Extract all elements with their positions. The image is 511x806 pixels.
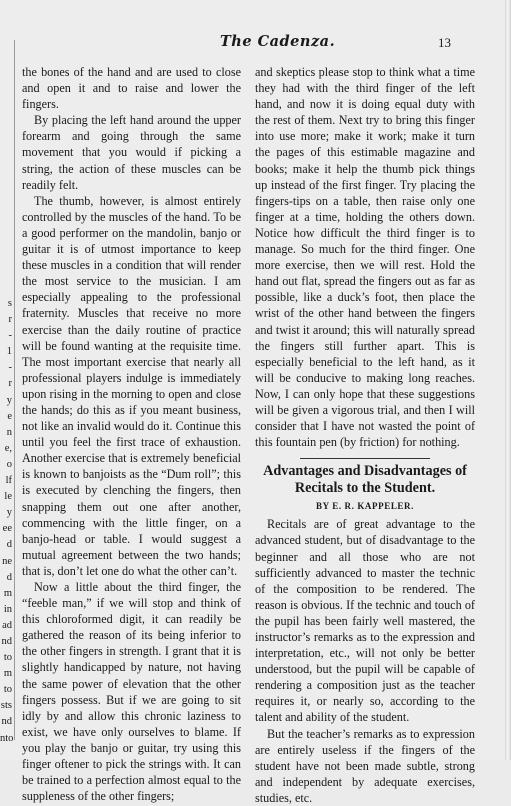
gutter-fragment: s <box>7 298 12 309</box>
gutter-fragment: ee <box>2 523 12 535</box>
article-title: Advantages and Disadvantages of Recitals to the Student. <box>263 463 467 496</box>
gutter-fragment: sts <box>0 700 12 712</box>
paragraph: But the teacher’s remarks as to expression are entirely useless if the fingers of the student have not been made subtle, strong and independent by adequate exercises, studies, etc. <box>255 726 475 805</box>
gutter-fragment: d <box>6 539 12 551</box>
gutter-fragment: nd <box>1 716 12 728</box>
byline: BY E. R. KAPPELER. <box>316 501 414 512</box>
paragraph: and skeptics please stop to think what a time they had with the third finger of the left hand, and now it is doing equal duty with the rest of them. Next try to bring this finger into use more; make it work; make it turn the pages of this estimable magazine and books; make it help the thumb pick things up instead of the first finger. Try placing the fingers-tips on a table, then raise only one finger at a time, holding the others down. Notice how difficult the third finger is to manage. So much for the third finger. One more exercise, then we will rest. Hold the hand out flat, spread the fingers out as far as possible, like a duck’s foot, then place the wrist of the other hand between the fingers and twist it around; this will naturally spread the fingers still further apart. This is especially beneficial to the left hand, as it will be conducive to making long reaches. Now, I can only hope that these suggestions will be given a vigorous trial, and then I will consider that I have not wasted the point of this fountain pen (by friction) for nothing. <box>255 65 475 450</box>
adjacent-page-fragments <box>0 296 14 744</box>
gutter-fragment: 1 <box>6 346 12 358</box>
gutter-fragment: le <box>4 491 12 503</box>
gutter-fragment: n <box>6 426 12 438</box>
paragraph: The thumb, however, is almost entirely controlled by the muscles of the hand. To be a good performer on the mandolin, banjo or guitar it is of utmost importance to keep these muscles in a condition that will render the most service to the musician. I am especially appealing to the professional fraternity. Muscles that receive no more exercise than the daily routine of practice will be found wanting at the requisite time. The most important exercise that nearly all professional players indulge is immediately upon rising in the morning to open and close the hands; do this as if you meant business, not like an invalid would do it. Continue this until you feel the first trace of exhaustion. Another exercise that is extremely beneficial is known to banjoists as the “Dum roll”; this is executed by clenching the fingers, then snapping them out one after another, commencing with the little finger, on a banjo-head or table. I would suggest a mutual agreement between the two hands; that is, don’t let one do what the other can’t. <box>22 193 241 578</box>
gutter-fragment: in <box>3 603 12 615</box>
left-column <box>22 64 241 804</box>
gutter-fragment: y <box>6 507 12 519</box>
gutter-fragment: r <box>8 378 12 390</box>
section-divider <box>300 458 430 459</box>
page-number: 13 <box>438 35 451 50</box>
paragraph: the bones of the hand and are used to close and open it and to raise and lower the fingers. <box>22 65 241 112</box>
gutter-fragment: to <box>3 652 12 664</box>
gutter-fragment: d <box>6 571 12 583</box>
gutter-fragment: ad <box>2 619 12 631</box>
gutter-fragment: e <box>7 410 12 422</box>
gutter-fragment: m <box>3 587 12 599</box>
paragraph: By placing the left hand around the upper forearm and going through the same movement that you would if picking a string, the action of these muscles can be readily felt. <box>22 113 241 192</box>
gutter-fragment: o <box>6 458 12 470</box>
gutter-fragment: e, <box>4 442 12 454</box>
gutter-fragment: y <box>6 394 12 406</box>
gutter-rule <box>14 40 15 740</box>
gutter-fragment: to <box>3 684 12 696</box>
gutter-fragment: m <box>3 668 12 680</box>
gutter-fragment: nd <box>1 635 12 647</box>
gutter-fragment: nto <box>0 732 14 744</box>
running-head <box>0 33 511 53</box>
right-column <box>255 64 475 806</box>
paragraph: Recitals are of great advantage to the advanced student, but of disadvantage to the beginner and all those who are not sufficiently advanced to master the technic of the composition to be rendered. The reason is obvious. If the technic and touch of the pupil has been fairly well mastered, the instructor’s remarks as to the expression and interpretation, etc., will not only be better understood, but the pupil will be capable of rendering a composition just as the teacher requires it, or nearly so, according to the talent and ability of the student. <box>255 517 475 725</box>
magazine-title: The Cadenza. <box>220 33 336 50</box>
gutter-fragment: ne <box>2 555 12 567</box>
gutter-fragment: r <box>8 314 12 326</box>
gutter-fragment: - <box>8 330 12 342</box>
paragraph: Now a little about the third finger, the “feeble man,” if we will stop and think of this chloroformed digit, it can readily be gathered the reason of its being inferior to the other fingers in strength. I grant that it is slightly handicapped by nature, not having the same power of elevation that the other fingers possess. But if we are going to sit idly by and allow this chronic laziness to exist, we have only ourselves to blame. If you play the banjo or guitar, try using this finger oftener to pick the strings with. It can be trained to a perfection almost equal to the suppleness of the other fingers; <box>22 580 241 804</box>
gutter-fragment: - <box>8 362 12 374</box>
gutter-fragment: lf <box>5 475 12 487</box>
page-edge <box>505 0 511 760</box>
